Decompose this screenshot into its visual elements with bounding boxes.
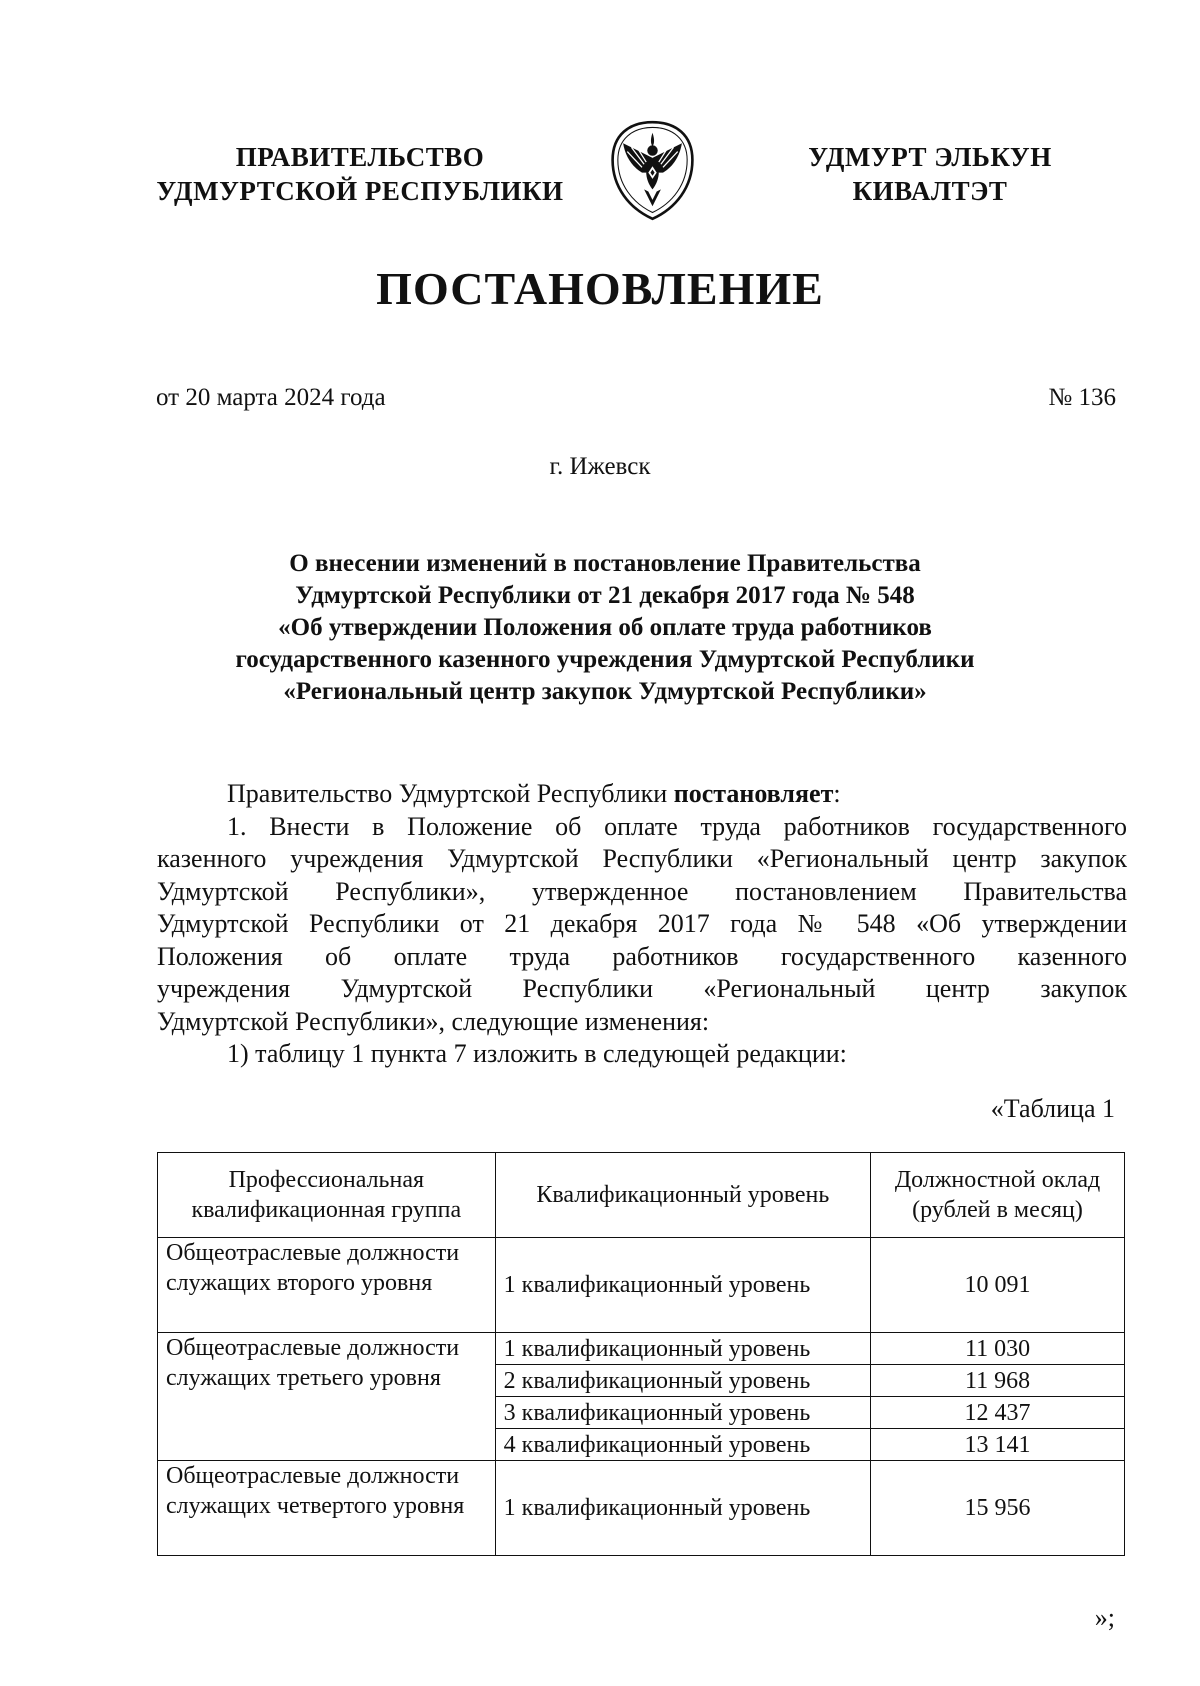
government-name-udmurt-line-2: КИВАЛТЭТ [852,176,1008,206]
salary-cell: 11 968 [871,1365,1125,1397]
level-cell: 1 квалификационный уровень [495,1461,870,1556]
government-name-line-1: ПРАВИТЕЛЬСТВО [235,142,485,172]
intro-paragraph [157,778,1127,811]
intro-suffix: : [833,779,841,808]
salary-table [157,1152,1125,1556]
table-header-row [158,1153,1125,1238]
document-city: г. Ижевск [549,453,651,480]
header-salary: Должностной оклад (рублей в месяц) [871,1153,1125,1238]
document-date: от 20 марта 2024 года [156,384,386,411]
government-name-udmurt-line-1: УДМУРТ ЭЛЬКУН [808,142,1052,172]
title-line: государственного казенного учреждения Удмуртской Республики [235,646,975,673]
title-line: Удмуртской Республики от 21 декабря 2017 года № 548 [295,582,915,609]
paragraph-1-line: казенного учреждения Удмуртской Республики «Региональный центр закупок [157,844,1127,873]
paragraph-1-line: 1. Внести в Положение об оплате труда работников государственного [227,811,1127,841]
header-group: Профессиональная квалификационная группа [158,1153,496,1238]
salary-cell: 12 437 [871,1397,1125,1429]
paragraph-2: 1) таблицу 1 пункта 7 изложить в следующей редакции: [227,1039,847,1068]
table-row [158,1333,1125,1365]
table-caption: «Таблица 1 [990,1094,1115,1123]
intro-verb: постановляет [673,779,834,808]
coat-of-arms-icon [600,118,705,223]
government-name-line-2: УДМУРТСКОЙ РЕСПУБЛИКИ [156,176,564,206]
group-cell: Общеотраслевые должности служащих четвертого уровня [158,1461,496,1556]
level-cell: 1 квалификационный уровень [495,1333,870,1365]
document-number: № 136 [1048,384,1116,411]
title-line: «Региональный центр закупок Удмуртской Республики» [283,678,927,705]
header-level: Квалификационный уровень [495,1153,870,1238]
government-name-udmurt [780,140,1080,208]
level-cell: 4 квалификационный уровень [495,1429,870,1461]
title-line: «Об утверждении Положения об оплате труда работников [278,614,932,641]
group-cell: Общеотраслевые должности служащих второго уровня [158,1238,496,1333]
group-cell: Общеотраслевые должности служащих третьего уровня [158,1333,496,1461]
title-line: О внесении изменений в постановление Правительства [289,550,921,577]
intro-prefix: Правительство Удмуртской Республики [227,779,674,808]
paragraph-1-line: Удмуртской Республики», следующие изменения: [157,1006,710,1036]
salary-cell: 11 030 [871,1333,1125,1365]
table-row [158,1238,1125,1333]
level-cell: 2 квалификационный уровень [495,1365,870,1397]
paragraph-1-line: Удмуртской Республики», утвержденное постановлением Правительства [157,876,1127,906]
salary-cell: 13 141 [871,1429,1125,1461]
level-cell: 1 квалификационный уровень [495,1238,870,1333]
government-name-russian [145,140,575,208]
document-type: ПОСТАНОВЛЕНИЕ [376,263,824,314]
salary-cell: 15 956 [871,1461,1125,1556]
paragraph-1-line: Положения об оплате труда работников государственного казенного [157,941,1127,971]
table-end-quote: »; [1094,1603,1115,1632]
level-cell: 3 квалификационный уровень [495,1397,870,1429]
document-body [157,778,1127,1071]
paragraph-1-line: Удмуртской Республики от 21 декабря 2017 года № 548 «Об утверждении [157,909,1127,938]
salary-cell: 10 091 [871,1238,1125,1333]
document-title [150,548,1060,708]
table-row [158,1461,1125,1556]
paragraph-1-line: учреждения Удмуртской Республики «Региональный центр закупок [157,974,1127,1003]
